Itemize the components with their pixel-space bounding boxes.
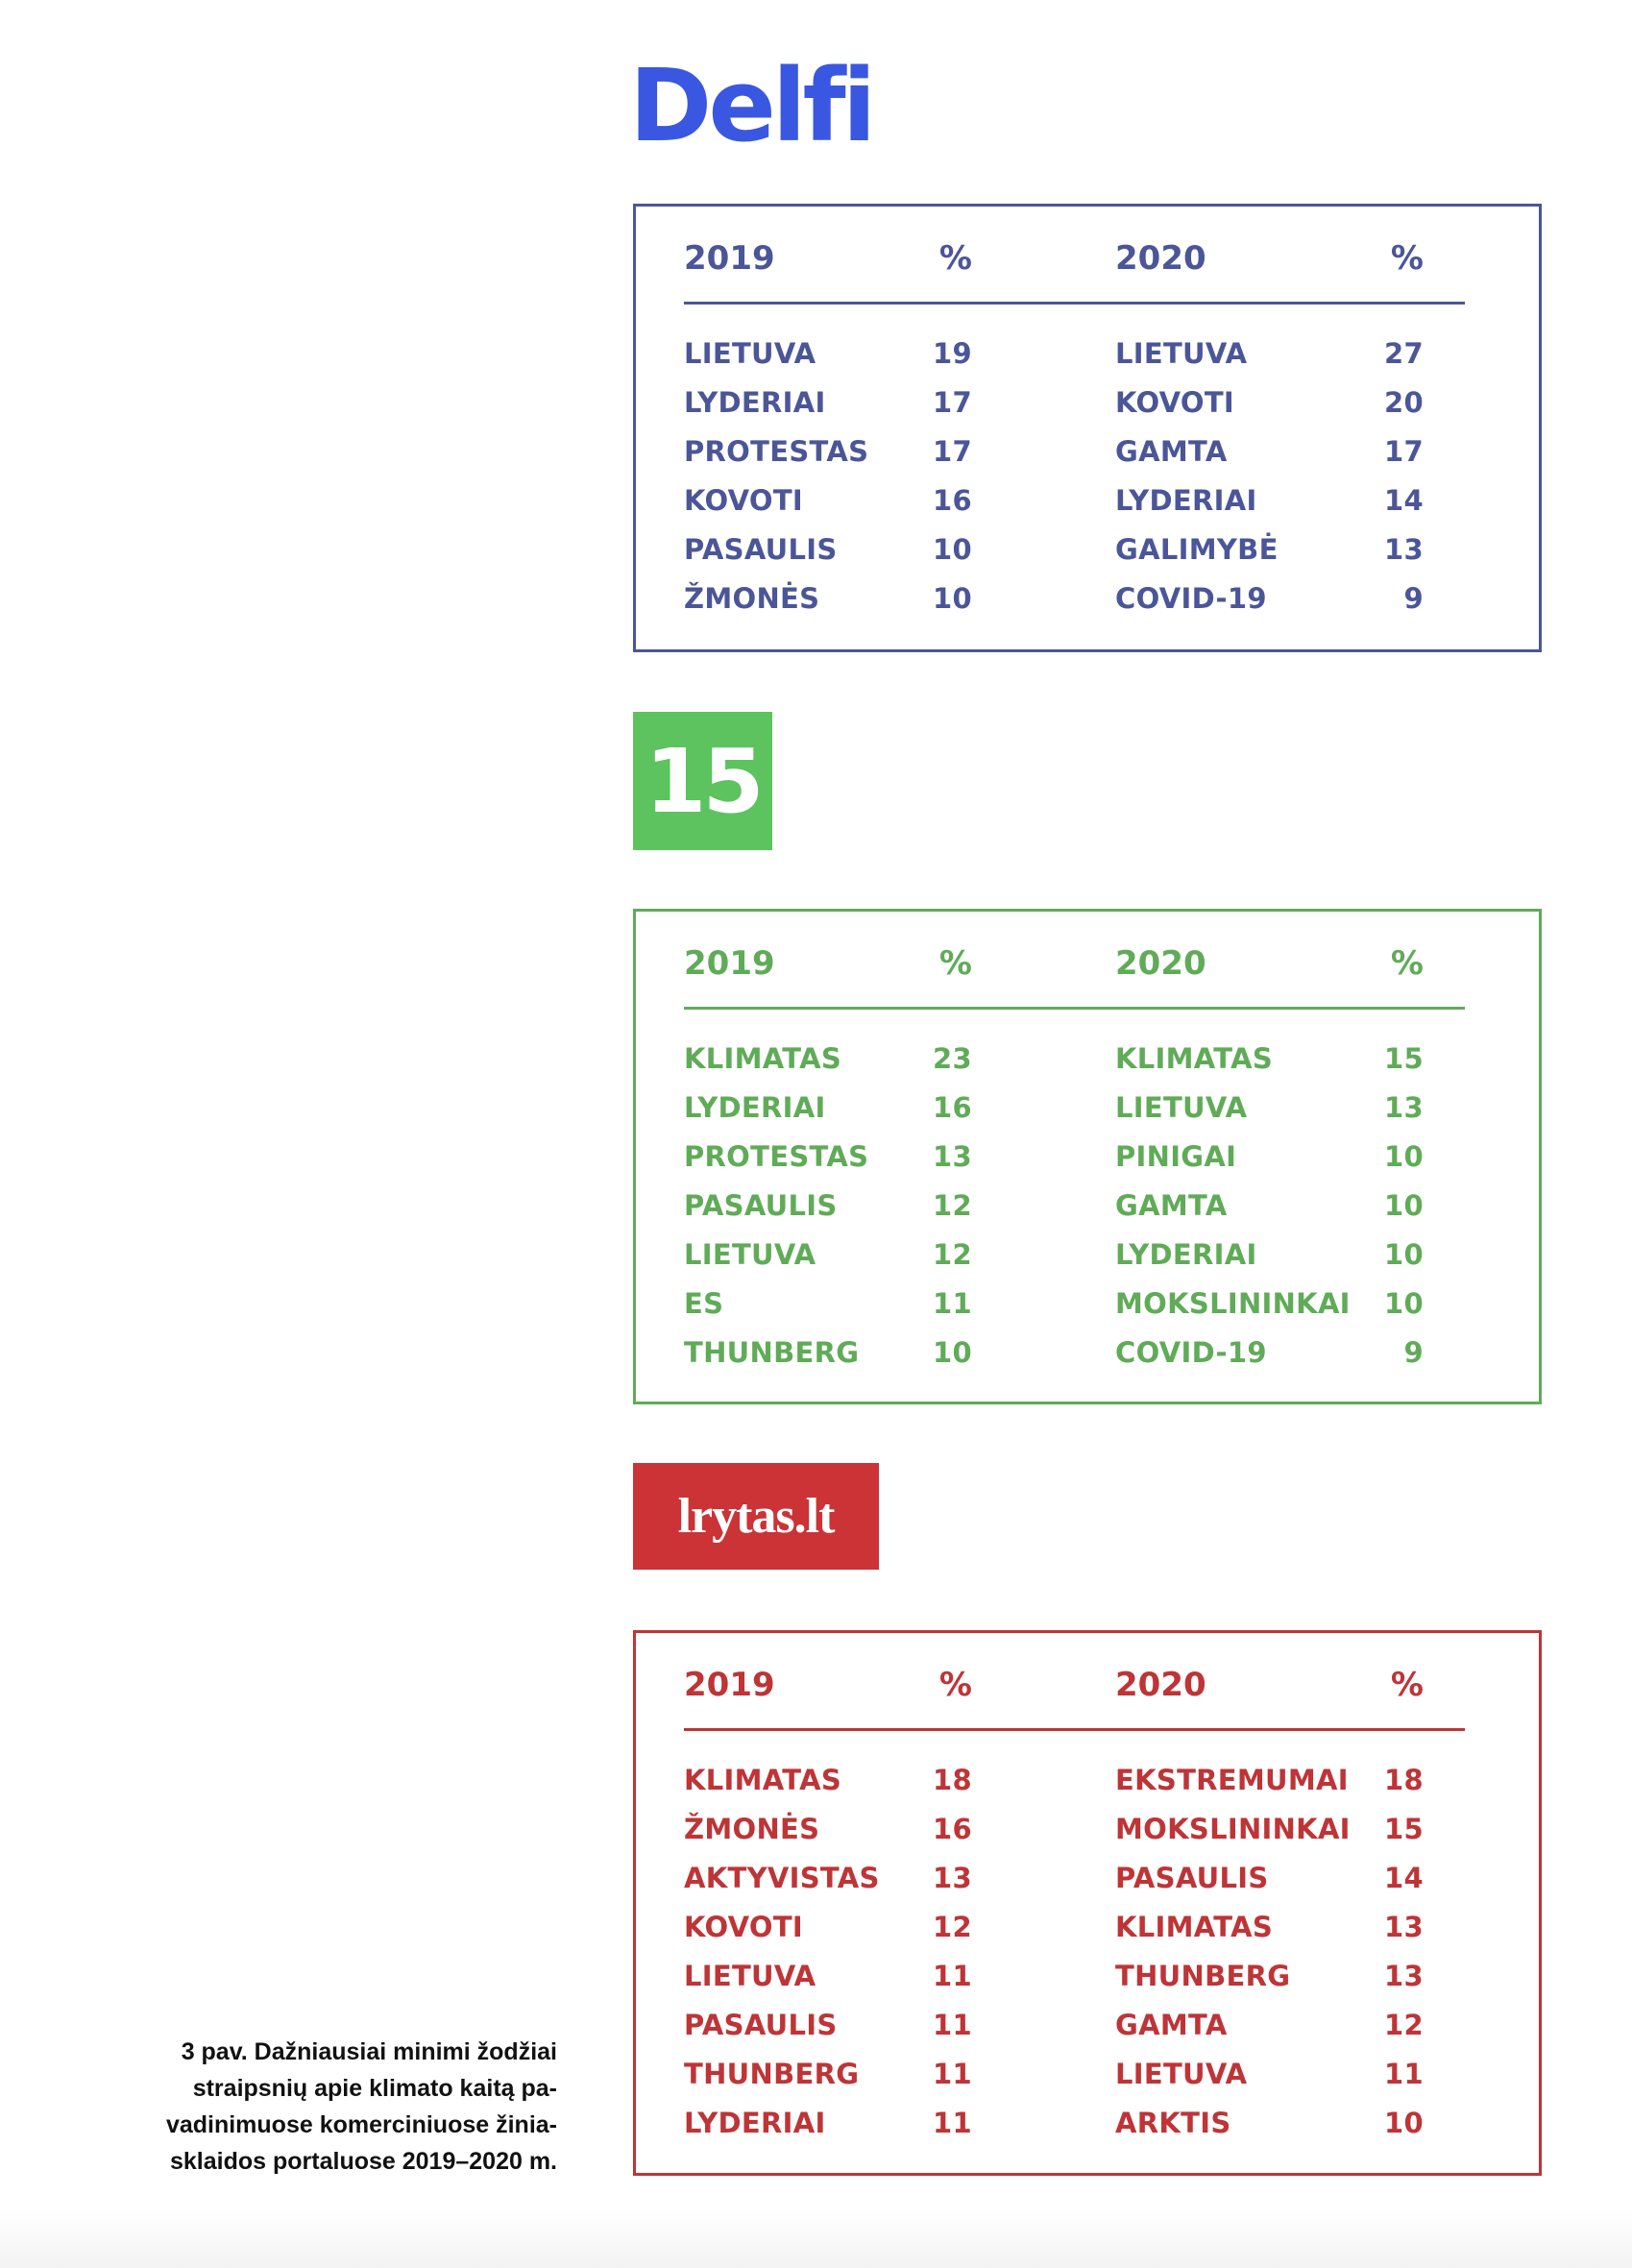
word-2019: ŽMONĖS [684,1813,820,1845]
table-row [636,1862,1539,1911]
table-header [636,944,1539,992]
percent-2019: 10 [933,1336,972,1369]
table-row [636,1238,1539,1287]
word-2020: GAMTA [1115,2009,1228,2041]
percent-2020: 12 [1384,2009,1424,2041]
word-2019: LYDERIAI [684,386,826,419]
word-2019: LIETUVA [684,337,816,370]
table-header [636,1666,1539,1714]
percent-2020: 13 [1384,1911,1424,1943]
table-row [636,1911,1539,1960]
percent-2019: 19 [933,337,972,370]
word-2020: LYDERIAI [1115,484,1257,517]
caption-line: straipsnių apie klimato kaitą pa- [192,2075,557,2102]
table-row [636,1336,1539,1385]
header-divider [684,302,1465,305]
word-2019: LIETUVA [684,1238,816,1271]
table-row [636,1189,1539,1238]
percent-2020: 17 [1384,435,1424,468]
percent-2020: 13 [1384,1091,1424,1124]
percent-2020: 10 [1384,2107,1424,2139]
word-2020: PINIGAI [1115,1140,1237,1173]
word-2020: LIETUVA [1115,2058,1248,2090]
percent-2020: 10 [1384,1140,1424,1173]
table-row [636,435,1539,484]
percent-2019: 17 [933,435,972,468]
delfi-table [633,204,1542,652]
percent-2020: 13 [1384,1960,1424,1992]
percent-2019: 13 [933,1862,972,1894]
15min-logo: 15 [633,712,772,850]
percent-2020: 18 [1384,1764,1424,1796]
word-2020: LIETUVA [1115,1091,1248,1124]
caption-line: sklaidos portaluose 2019–2020 m. [170,2148,557,2175]
percent-2019: 16 [933,1091,972,1124]
word-2019: THUNBERG [684,2058,860,2090]
percent-2019: 12 [933,1238,972,1271]
lrytas-logo: lrytas.lt [633,1463,879,1570]
year-2019-heading: 2019 [684,944,775,983]
word-2020: MOKSLININKAI [1115,1287,1351,1320]
percent-2019: 11 [933,1960,972,1992]
table-row [636,2009,1539,2058]
percent-2020: 15 [1384,1813,1424,1845]
word-2020: GAMTA [1115,435,1228,468]
header-divider [684,1728,1465,1731]
word-2020: PASAULIS [1115,1862,1269,1894]
percent-2019: 23 [933,1042,972,1075]
percent-2020: 10 [1384,1238,1424,1271]
lrytas-table [633,1630,1542,2176]
year-2019-heading: 2019 [684,1666,775,1704]
percent-heading: % [1390,1666,1424,1704]
table-row [636,582,1539,631]
percent-heading: % [1390,944,1424,983]
word-2020: GALIMYBĖ [1115,533,1279,566]
percent-2020: 27 [1384,337,1424,370]
table-row [636,1042,1539,1091]
word-2019: PASAULIS [684,533,838,566]
year-2020-heading: 2020 [1115,239,1206,278]
table-row [636,1960,1539,2009]
caption-line: vadinimuose komerciniuose žinia- [165,2111,557,2138]
15min-table [633,909,1542,1404]
word-2019: KLIMATAS [684,1042,842,1075]
caption-line: 3 pav. Dažniausiai minimi žodžiai [181,2038,557,2065]
delfi-logo: Delfi [629,47,873,164]
table-row [636,386,1539,435]
word-2020: LIETUVA [1115,337,1248,370]
word-2020: ARKTIS [1115,2107,1231,2139]
word-2019: KLIMATAS [684,1764,842,1796]
word-2019: ŽMONĖS [684,582,820,615]
percent-heading: % [938,239,972,278]
table-header [636,239,1539,287]
page-edge-shadow [0,2209,1632,2268]
word-2020: THUNBERG [1115,1960,1291,1992]
percent-2020: 9 [1403,582,1424,615]
year-2020-heading: 2020 [1115,1666,1206,1704]
percent-2020: 13 [1384,533,1424,566]
percent-heading: % [938,944,972,983]
percent-2019: 16 [933,484,972,517]
percent-2019: 13 [933,1140,972,1173]
percent-2020: 11 [1384,2058,1424,2090]
word-2020: LYDERIAI [1115,1238,1257,1271]
percent-2020: 10 [1384,1189,1424,1222]
percent-2019: 10 [933,533,972,566]
percent-2020: 9 [1403,1336,1424,1369]
word-2020: MOKSLININKAI [1115,1813,1351,1845]
word-2019: PROTESTAS [684,435,869,468]
percent-2020: 14 [1384,1862,1424,1894]
percent-2019: 11 [933,2058,972,2090]
word-2020: KOVOTI [1115,386,1235,419]
table-row [636,337,1539,386]
word-2020: KLIMATAS [1115,1911,1274,1943]
word-2020: EKSTREMUMAI [1115,1764,1349,1796]
word-2020: COVID-19 [1115,582,1267,615]
word-2020: COVID-19 [1115,1336,1267,1369]
table-row [636,2058,1539,2107]
table-row [636,1764,1539,1813]
word-2019: PROTESTAS [684,1140,869,1173]
word-2019: PASAULIS [684,2009,838,2041]
percent-2019: 12 [933,1911,972,1943]
percent-2020: 10 [1384,1287,1424,1320]
percent-2019: 10 [933,582,972,615]
word-2019: KOVOTI [684,484,804,517]
word-2019: PASAULIS [684,1189,838,1222]
percent-2019: 11 [933,2009,972,2041]
word-2019: LYDERIAI [684,2107,826,2139]
percent-2020: 20 [1384,386,1424,419]
figure-caption [58,2034,557,2180]
word-2019: THUNBERG [684,1336,860,1369]
word-2020: KLIMATAS [1115,1042,1274,1075]
percent-2020: 15 [1384,1042,1424,1075]
table-row [636,533,1539,582]
percent-2020: 14 [1384,484,1424,517]
header-divider [684,1007,1465,1010]
word-2019: AKTYVISTAS [684,1862,880,1894]
table-row [636,1287,1539,1336]
word-2020: GAMTA [1115,1189,1228,1222]
word-2019: KOVOTI [684,1911,804,1943]
table-row [636,1091,1539,1140]
word-2019: LIETUVA [684,1960,816,1992]
table-row [636,1813,1539,1862]
table-row [636,2107,1539,2156]
year-2020-heading: 2020 [1115,944,1206,983]
table-row [636,484,1539,533]
percent-2019: 12 [933,1189,972,1222]
percent-heading: % [938,1666,972,1704]
word-2019: ES [684,1287,724,1320]
percent-2019: 17 [933,386,972,419]
year-2019-heading: 2019 [684,239,775,278]
percent-2019: 11 [933,1287,972,1320]
table-row [636,1140,1539,1189]
percent-2019: 11 [933,2107,972,2139]
word-2019: LYDERIAI [684,1091,826,1124]
percent-2019: 16 [933,1813,972,1845]
percent-heading: % [1390,239,1424,278]
percent-2019: 18 [933,1764,972,1796]
